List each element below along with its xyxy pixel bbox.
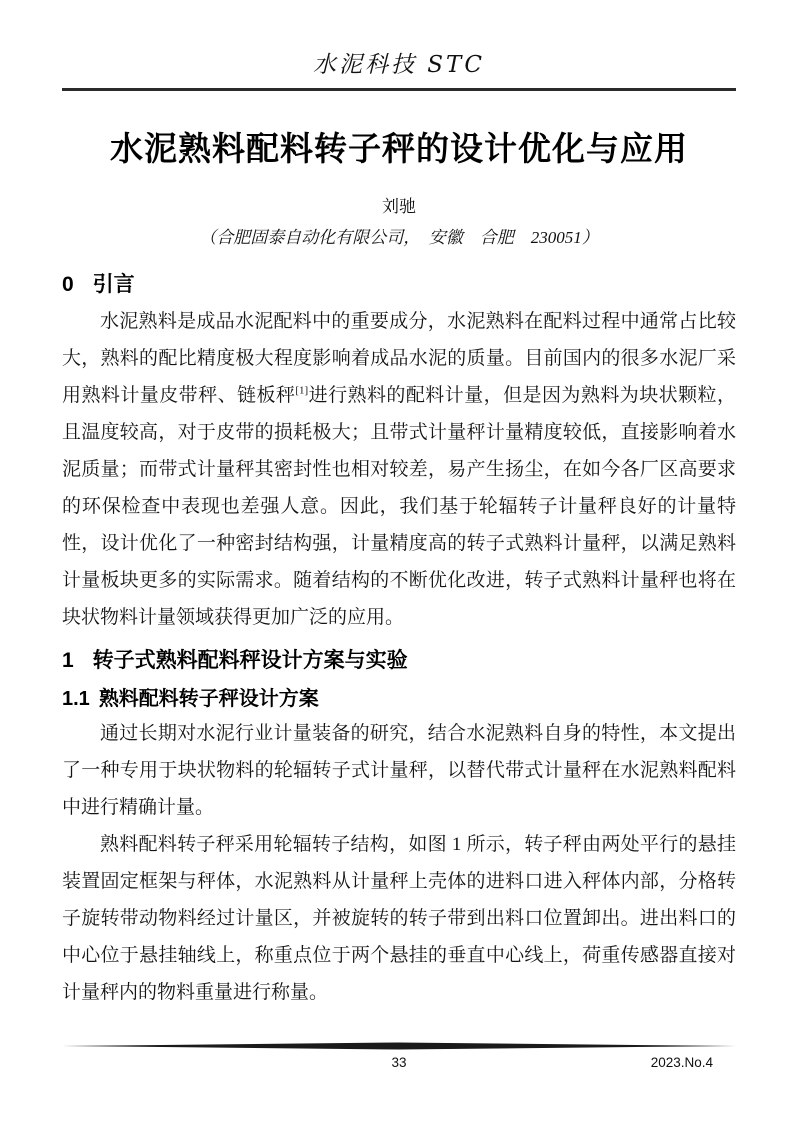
subsection-title: 熟料配料转子秤设计方案 <box>98 687 319 710</box>
issue-label: 2023.No.4 <box>650 1055 713 1070</box>
citation-ref-1: [1] <box>295 384 309 397</box>
design-paragraph-1: 通过长期对水泥行业计量装备的研究，结合水泥熟料自身的特性，本文提出了一种专用于块状物料的轮辐转子式计量秤，以替代带式计量秤在水泥熟料配料中进行精确计量。 <box>62 722 736 818</box>
author-name: 刘驰 <box>382 196 416 216</box>
subsection-number: 1.1 <box>62 687 90 710</box>
intro-paragraph-part1: 水泥熟料是成品水泥配料中的重要成分，水泥熟料在配料过程中通常占比较大，熟料的配比精度极大程度影响着成品水泥的质量。目前国内的很多水泥厂采用熟料计量皮带秤、链板秤 <box>62 310 736 406</box>
intro-paragraph <box>62 303 736 636</box>
author-affiliation: （合肥固泰自动化有限公司， 安徽 合肥 230051） <box>199 227 599 247</box>
journal-name: 水泥科技 STC <box>312 52 485 78</box>
section-number: 0 <box>62 272 74 296</box>
section-heading-design <box>62 648 736 673</box>
section-title: 转子式熟料配料秤设计方案与实验 <box>92 648 408 672</box>
footer-row <box>62 1055 736 1073</box>
page-number: 33 <box>391 1055 407 1070</box>
section-heading-intro <box>62 272 736 297</box>
paper-title: 水泥熟料配料转子秤的设计优化与应用 <box>110 130 688 167</box>
section-title: 引言 <box>92 272 135 296</box>
page-footer <box>62 1042 736 1073</box>
subsection-heading-design-scheme <box>62 687 736 711</box>
section-number: 1 <box>62 648 74 672</box>
footer-rule <box>62 1042 736 1050</box>
design-paragraph-2: 熟料配料转子秤采用轮辐转子结构，如图 1 所示，转子秤由两处平行的悬挂装置固定框架与秤体，水泥熟料从计量秤上壳体的进料口进入秤体内部，分格转子旋转带动物料经过计量区，并被旋转的转子带到出料口位置卸出。进出料口的中心位于悬挂轴线上，称重点位于两个悬挂的垂直中心线上，荷重传感器直接对计量秤内的物料重量进行称量。 <box>62 833 736 1003</box>
intro-paragraph-part2: 进行熟料的配料计量，但是因为熟料为块状颗粒，且温度较高，对于皮带的损耗极大；且带式计量秤计量精度较低，直接影响着水泥质量；而带式计量秤其密封性也相对较差，易产生扬尘，在如今各厂区高要求的环保检查中表现也差强人意。因此，我们基于轮辐转子计量秤良好的计量特性，设计优化了一种密封结构强，计量精度高的转子式熟料计量秤，以满足熟料计量板块更多的实际需求。随着结构的不断优化改进，转子式熟料计量秤也将在块状物料计量领域获得更加广泛的应用。 <box>62 384 736 628</box>
header-rule <box>62 88 736 91</box>
